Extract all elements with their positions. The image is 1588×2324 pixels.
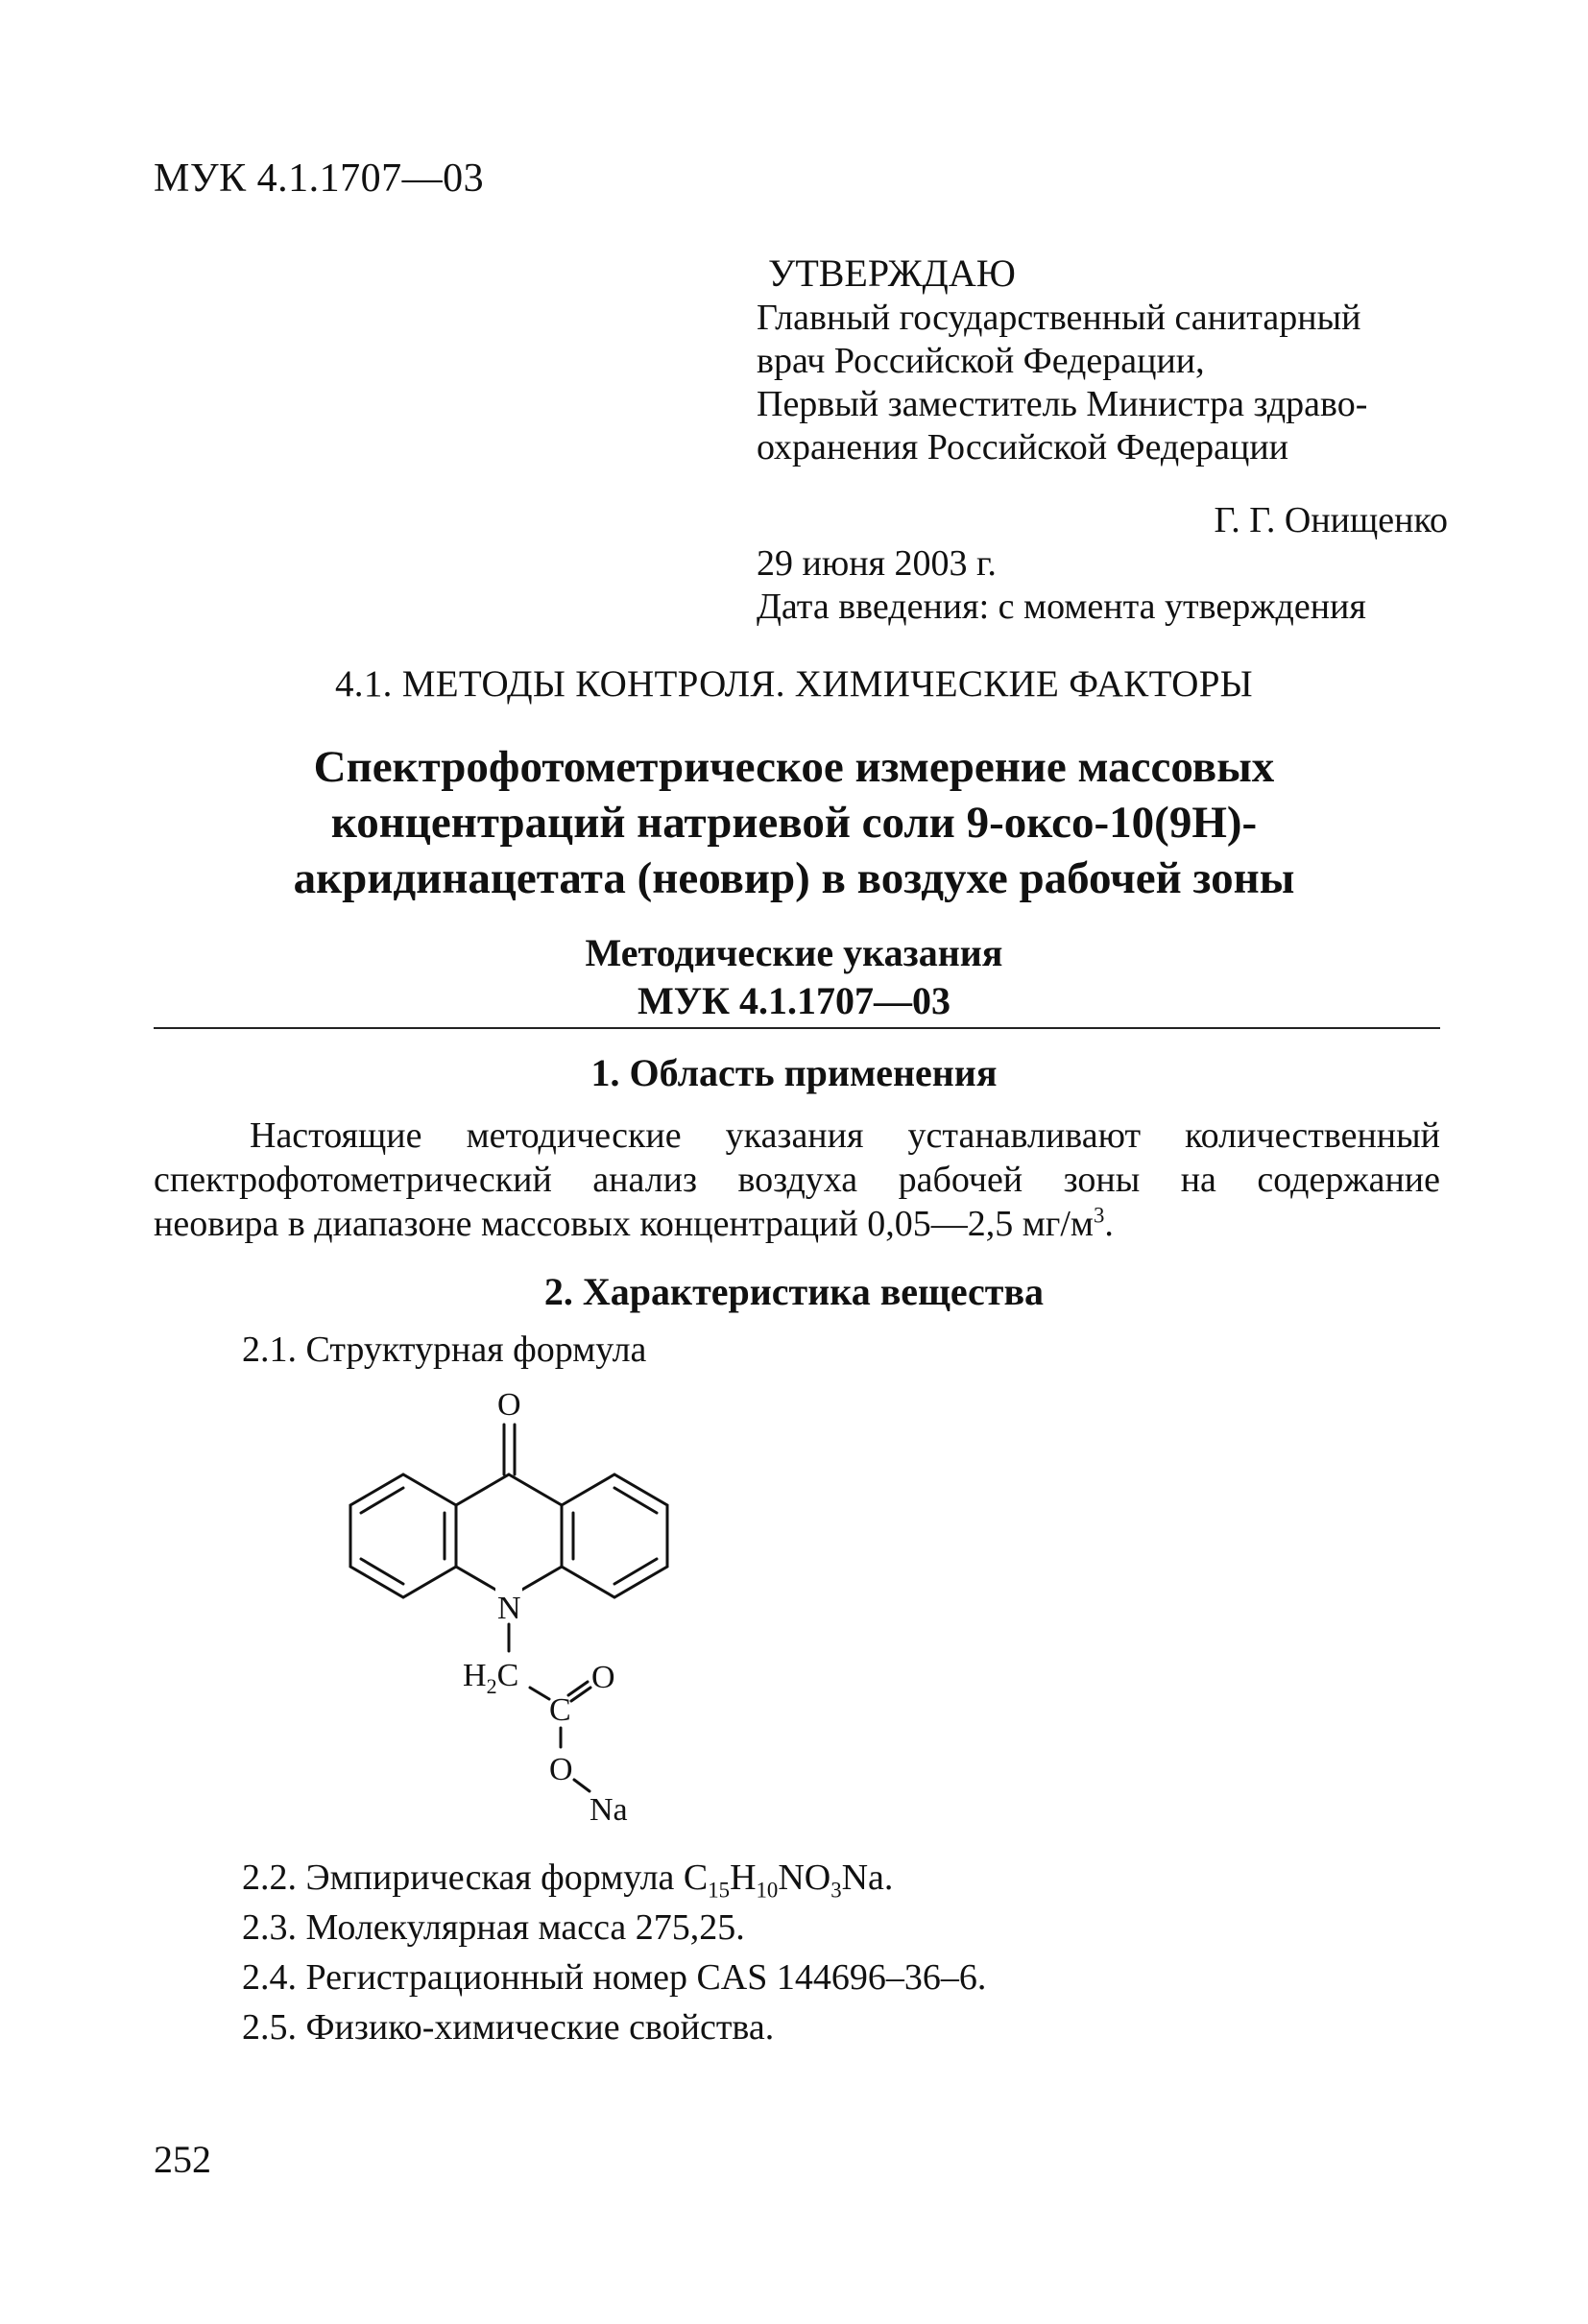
title-line: акридинацетата (неовир) в воздухе рабочей зоны [293,853,1295,903]
approval-line: Главный государственный санитарный [757,298,1361,338]
methylene-h: H [463,1658,487,1693]
formula-part: Na. [841,1857,894,1898]
item-physchem-properties: 2.5. Физико-химические свойства. [242,2007,775,2048]
approval-block [757,252,1448,469]
ester-oxygen-label: O [549,1752,573,1787]
formula-part: H [730,1857,757,1898]
signature-block [757,499,1448,629]
methylene-subscript: 2 [486,1674,497,1698]
left-benzene-ring [350,1474,456,1597]
approval-date: 29 июня 2003 г. [757,543,997,584]
structural-formula-diagram [307,1382,730,1843]
right-benzene-ring [562,1474,667,1597]
approval-line: врач Российской Федерации, [757,341,1205,381]
paragraph-line: спектрофотометрический анализ воздуха рабочей зоны на содержание [154,1160,1440,1200]
aromatic-bond [614,1559,657,1584]
formula-subscript: 15 [708,1878,731,1903]
subtitle-code: МУК 4.1.1707—03 [637,979,951,1022]
scope-paragraph [154,1114,1440,1246]
subtitle-type: Методические указания [585,931,1003,974]
paragraph-period: . [1104,1204,1114,1244]
approval-line: Первый заместитель Министра здраво- [757,384,1368,424]
bond [530,1688,549,1699]
methylene-c: C [496,1658,519,1693]
bond [574,1780,589,1791]
item-empirical-formula [242,1857,894,1903]
document-code: МУК 4.1.1707—03 [154,156,485,201]
paragraph-line: Настоящие методические указания устанавливают количественный [250,1115,1440,1156]
methylene-label [463,1658,518,1698]
item-molecular-mass: 2.3. Молекулярная масса 275,25. [242,1907,745,1948]
approval-line: охранения Российской Федерации [757,427,1289,467]
carboxyl-carbon-label: C [549,1692,571,1728]
paragraph-line-last [154,1202,1440,1246]
title-line: Спектрофотометрическое измерение массовых [313,742,1275,792]
signer-name: Г. Г. Онищенко [1214,500,1448,540]
section-2-heading: 2. Характеристика вещества [543,1270,1045,1313]
unit-exponent: 3 [1093,1203,1105,1228]
formula-prefix: 2.2. Эмпирическая формула C [242,1857,709,1898]
effective-date: Дата введения: с момента утверждения [757,587,1366,627]
paragraph-text: неовира в диапазоне массовых концентраций 0,05—2,5 мг/м [154,1204,1094,1244]
sodium-label: Na [589,1792,628,1828]
document-title [0,739,1588,906]
formula-subscript: 3 [830,1878,842,1903]
title-line: концентраций натриевой соли 9-оксо-10(9Н)- [330,798,1258,848]
item-cas-number: 2.4. Регистрационный номер CAS 144696–36–6. [242,1957,987,1998]
aromatic-bond [361,1559,403,1584]
formula-subscript: 10 [756,1878,779,1903]
approval-heading: УТВЕРЖДАЮ [768,252,1016,295]
aromatic-bond [361,1488,403,1513]
formula-part: NO [778,1857,831,1898]
carbonyl-oxygen-label: O [591,1660,615,1695]
section-header: 4.1. МЕТОДЫ КОНТРОЛЯ. ХИМИЧЕСКИЕ ФАКТОРЫ [335,663,1253,705]
document-subtitle [0,929,1588,1025]
nitrogen-atom-label: N [497,1591,521,1626]
item-structural-formula: 2.1. Структурная формула [242,1330,647,1370]
section-1-heading: 1. Область применения [590,1051,998,1094]
title-divider [154,1027,1440,1029]
page-number: 252 [154,2138,211,2181]
oxo-atom-label: O [497,1387,521,1423]
aromatic-bond [614,1488,657,1513]
central-ring [456,1474,562,1597]
